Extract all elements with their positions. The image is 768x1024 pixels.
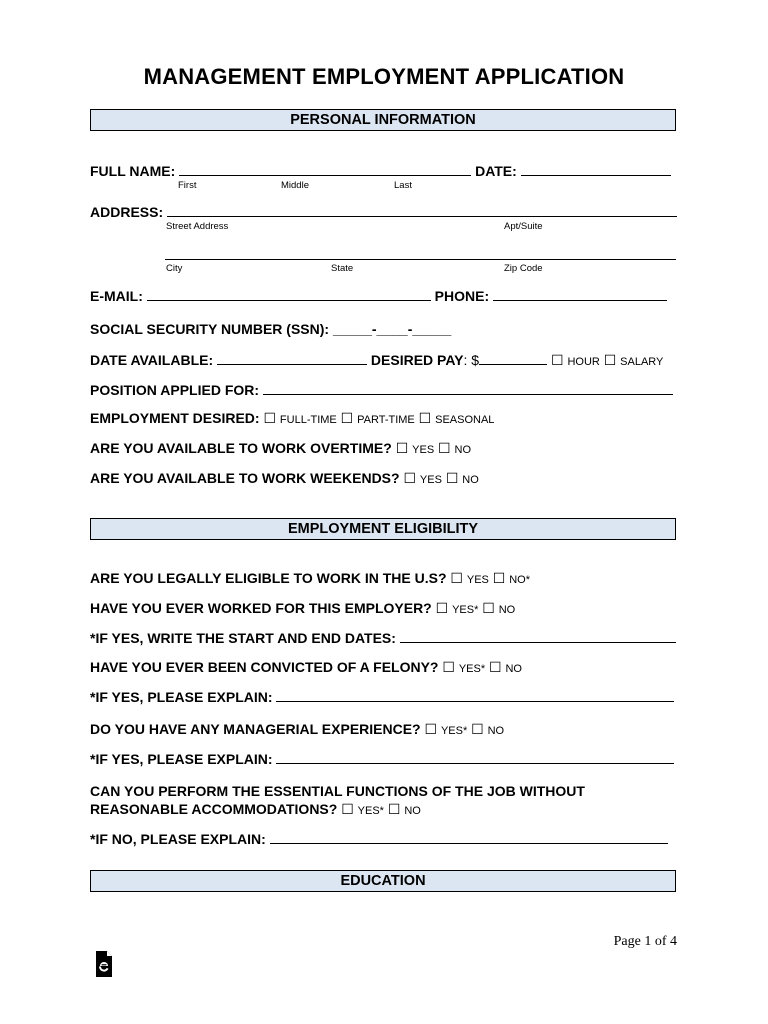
felony-no-label: NO <box>505 663 522 675</box>
dates-row <box>90 628 680 647</box>
seasonal-checkbox[interactable]: ☐ <box>418 410 432 426</box>
weekends-row <box>90 469 680 489</box>
overtime-yes-checkbox[interactable]: ☐ <box>395 440 409 456</box>
managerial-label: DO YOU HAVE ANY MANAGERIAL EXPERIENCE? <box>90 721 421 737</box>
position-row <box>90 380 680 399</box>
felony-row <box>90 658 680 678</box>
section-header-education: EDUCATION <box>90 870 676 892</box>
overtime-row <box>90 439 680 459</box>
desired-pay-prefix: : $ <box>463 352 480 368</box>
address-label: ADDRESS: <box>90 204 164 220</box>
worked-before-label: HAVE YOU EVER WORKED FOR THIS EMPLOYER? <box>90 600 432 616</box>
apt-suite-sublabel: Apt/Suite <box>504 221 543 232</box>
section-header-personal: PERSONAL INFORMATION <box>90 109 676 131</box>
part-time-checkbox[interactable]: ☐ <box>340 410 354 426</box>
felony-label: HAVE YOU EVER BEEN CONVICTED OF A FELONY? <box>90 659 439 675</box>
part-time-label: PART-TIME <box>357 414 415 426</box>
worked-yes-label: YES* <box>452 604 479 616</box>
city-state-zip-field[interactable] <box>165 259 676 260</box>
legal-no-label: NO* <box>509 574 530 586</box>
desired-pay-field[interactable] <box>479 350 547 365</box>
essential-explain-row <box>90 829 680 848</box>
managerial-explain-field[interactable] <box>276 749 674 764</box>
address-row <box>90 202 680 221</box>
essential-no-label: NO <box>404 805 421 817</box>
essential-functions-line2: REASONABLE ACCOMMODATIONS? <box>90 801 338 817</box>
state-sublabel: State <box>331 263 354 274</box>
full-time-label: FULL-TIME <box>279 414 337 426</box>
hour-checkbox[interactable]: ☐ <box>550 352 564 368</box>
last-name-sublabel: Last <box>394 180 412 191</box>
city-sublabel: City <box>166 263 183 274</box>
employment-desired-label: EMPLOYMENT DESIRED: <box>90 410 260 426</box>
page-number: Page 1 of 4 <box>613 934 677 949</box>
overtime-no-checkbox[interactable]: ☐ <box>438 440 451 456</box>
managerial-explain-row <box>90 749 680 768</box>
felony-explain-field[interactable] <box>276 687 674 702</box>
overtime-no-label: NO <box>454 444 471 456</box>
full-name-field[interactable] <box>179 161 471 176</box>
salary-checkbox[interactable]: ☐ <box>603 352 617 368</box>
weekends-yes-checkbox[interactable]: ☐ <box>403 470 417 486</box>
position-label: POSITION APPLIED FOR: <box>90 382 260 398</box>
managerial-no-label: NO <box>487 725 505 737</box>
essential-explain-label: *IF NO, PLEASE EXPLAIN: <box>90 831 266 847</box>
essential-yes-checkbox[interactable]: ☐ <box>341 801 354 817</box>
position-field[interactable] <box>263 380 673 395</box>
full-name-label: FULL NAME: <box>90 163 176 179</box>
email-label: E-MAIL: <box>90 288 143 304</box>
zip-code-sublabel: Zip Code <box>504 263 543 274</box>
legal-no-checkbox[interactable]: ☐ <box>492 570 506 586</box>
middle-name-sublabel: Middle <box>281 180 309 191</box>
weekends-no-checkbox[interactable]: ☐ <box>445 470 459 486</box>
overtime-yes-label: YES <box>412 444 435 456</box>
felony-no-checkbox[interactable]: ☐ <box>489 659 502 675</box>
seasonal-label: SEASONAL <box>435 414 495 426</box>
managerial-no-checkbox[interactable]: ☐ <box>471 721 484 737</box>
document-logo-icon <box>95 950 113 978</box>
legal-eligibility-label: ARE YOU LEGALLY ELIGIBLE TO WORK IN THE U.S? <box>90 570 447 586</box>
hour-option-label: HOUR <box>567 356 600 368</box>
date-available-label: DATE AVAILABLE: <box>90 352 214 368</box>
ssn-row <box>90 320 680 338</box>
essential-functions-line1: CAN YOU PERFORM THE ESSENTIAL FUNCTIONS OF THE JOB WITHOUT <box>90 783 585 799</box>
managerial-yes-label: YES* <box>440 725 468 737</box>
page-title: MANAGEMENT EMPLOYMENT APPLICATION <box>143 64 625 89</box>
essential-functions-row <box>90 800 680 820</box>
worked-no-label: NO <box>498 604 516 616</box>
felony-explain-row <box>90 687 680 706</box>
managerial-row <box>90 720 680 740</box>
employment-desired-row <box>90 409 680 429</box>
managerial-yes-checkbox[interactable]: ☐ <box>424 721 438 737</box>
felony-yes-checkbox[interactable]: ☐ <box>442 659 455 675</box>
dates-label: *IF YES, WRITE THE START AND END DATES: <box>90 630 396 646</box>
section-header-eligibility: EMPLOYMENT ELIGIBILITY <box>90 518 676 540</box>
salary-option-label: SALARY <box>620 356 664 368</box>
managerial-explain-label: *IF YES, PLEASE EXPLAIN: <box>90 751 273 767</box>
felony-yes-label: YES* <box>458 663 486 675</box>
date-field[interactable] <box>521 161 671 176</box>
street-address-field[interactable] <box>167 202 677 217</box>
worked-yes-checkbox[interactable]: ☐ <box>435 600 449 616</box>
legal-yes-label: YES <box>466 574 489 586</box>
legal-eligibility-row <box>90 569 680 589</box>
full-name-row <box>90 161 680 180</box>
street-address-sublabel: Street Address <box>166 221 229 232</box>
essential-explain-field[interactable] <box>270 829 668 844</box>
ssn-label: SOCIAL SECURITY NUMBER (SSN): <box>90 321 330 337</box>
email-phone-row <box>90 286 680 305</box>
essential-yes-label: YES* <box>357 805 384 817</box>
date-label: DATE: <box>475 163 517 179</box>
date-available-field[interactable] <box>217 350 367 365</box>
worked-no-checkbox[interactable]: ☐ <box>482 600 495 616</box>
email-field[interactable] <box>147 286 431 301</box>
full-time-checkbox[interactable]: ☐ <box>263 410 277 426</box>
legal-yes-checkbox[interactable]: ☐ <box>450 570 463 586</box>
dates-field[interactable] <box>400 628 676 643</box>
first-name-sublabel: First <box>178 180 197 191</box>
date-available-row <box>90 350 680 371</box>
weekends-no-label: NO <box>462 474 479 486</box>
weekends-label: ARE YOU AVAILABLE TO WORK WEEKENDS? <box>90 470 400 486</box>
desired-pay-label: DESIRED PAY <box>370 352 464 368</box>
essential-no-checkbox[interactable]: ☐ <box>387 801 401 817</box>
worked-before-row <box>90 599 680 619</box>
felony-explain-label: *IF YES, PLEASE EXPLAIN: <box>90 689 273 705</box>
weekends-yes-label: YES <box>419 474 442 486</box>
overtime-label: ARE YOU AVAILABLE TO WORK OVERTIME? <box>90 440 392 456</box>
phone-field[interactable] <box>493 286 667 301</box>
ssn-field[interactable]: _____-____-_____ <box>332 321 452 337</box>
phone-label: PHONE: <box>434 288 490 304</box>
